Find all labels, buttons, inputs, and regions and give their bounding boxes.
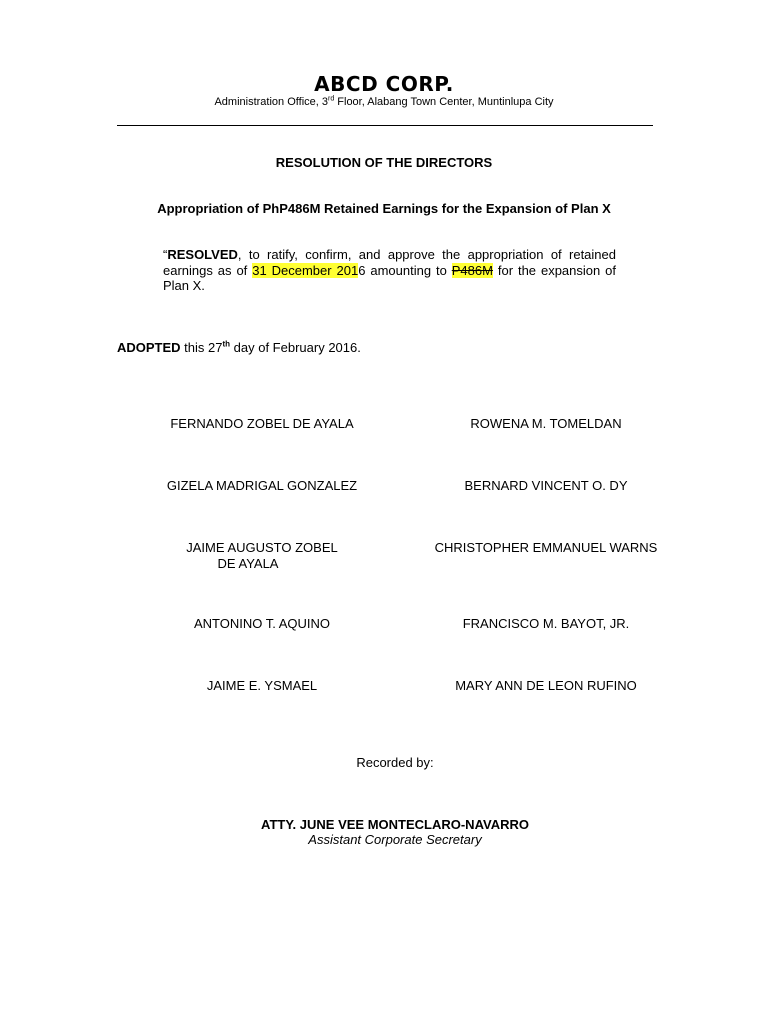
signatory-name: JAIME E. YSMAEL xyxy=(206,678,318,693)
body-text-2: 6 amounting to xyxy=(358,262,452,278)
signatory-name: GIZELA MADRIGAL GONZALEZ xyxy=(166,478,358,493)
signatory-name: BERNARD VINCENT O. DY xyxy=(464,478,628,493)
resolution-title: RESOLUTION OF THE DIRECTORS xyxy=(275,155,493,170)
adopted-ordinal-suffix: th xyxy=(222,339,231,349)
highlighted-amount: P486M xyxy=(451,262,493,278)
corp-name: ABCD CORP. xyxy=(314,72,454,96)
adopted-text-2: day of February 2016. xyxy=(230,340,361,355)
signatory-name-multiline xyxy=(142,540,382,571)
secretary-name: ATTY. JUNE VEE MONTECLARO-NAVARRO xyxy=(261,817,529,832)
recorded-by-label: Recorded by: xyxy=(356,755,434,770)
signatory-name: MARY ANN DE LEON RUFINO xyxy=(455,678,637,693)
highlighted-date: 31 December 201 xyxy=(252,262,359,278)
address-part-1: Administration Office, 3 xyxy=(214,96,328,108)
resolved-keyword: RESOLVED xyxy=(167,247,238,262)
signatory-name-line-2: DE AYALA xyxy=(217,555,279,571)
adopted-line xyxy=(117,340,361,355)
adopted-text-1: this 27 xyxy=(180,340,223,355)
signatory-name: ANTONINO T. AQUINO xyxy=(193,616,331,631)
adopted-keyword: ADOPTED xyxy=(117,340,181,355)
resolution-body xyxy=(163,247,616,294)
body-text-3: for the expansion of Plan X. xyxy=(163,262,616,293)
address-ordinal-suffix: rd xyxy=(327,95,335,103)
address-part-2: Floor, Alabang Town Center, Muntinlupa City xyxy=(334,96,554,108)
signatory-name: CHRISTOPHER EMMANUEL WARNS xyxy=(434,540,658,555)
resolution-subject: Appropriation of PhP486M Retained Earnings for the Expansion of Plan X xyxy=(157,201,611,216)
quote-open: “ xyxy=(163,247,168,262)
signatory-name: FERNANDO ZOBEL DE AYALA xyxy=(170,416,354,431)
body-text-1: , to ratify, confirm, and approve the appropriation of retained earnings as of xyxy=(163,247,616,278)
signatory-name: ROWENA M. TOMELDAN xyxy=(470,416,622,431)
signatory-name-line-1: JAIME AUGUSTO ZOBEL xyxy=(186,540,338,555)
corp-address xyxy=(0,96,768,108)
secretary-title: Assistant Corporate Secretary xyxy=(308,832,482,847)
header-divider xyxy=(117,125,653,126)
signatory-name: FRANCISCO M. BAYOT, JR. xyxy=(462,616,630,631)
